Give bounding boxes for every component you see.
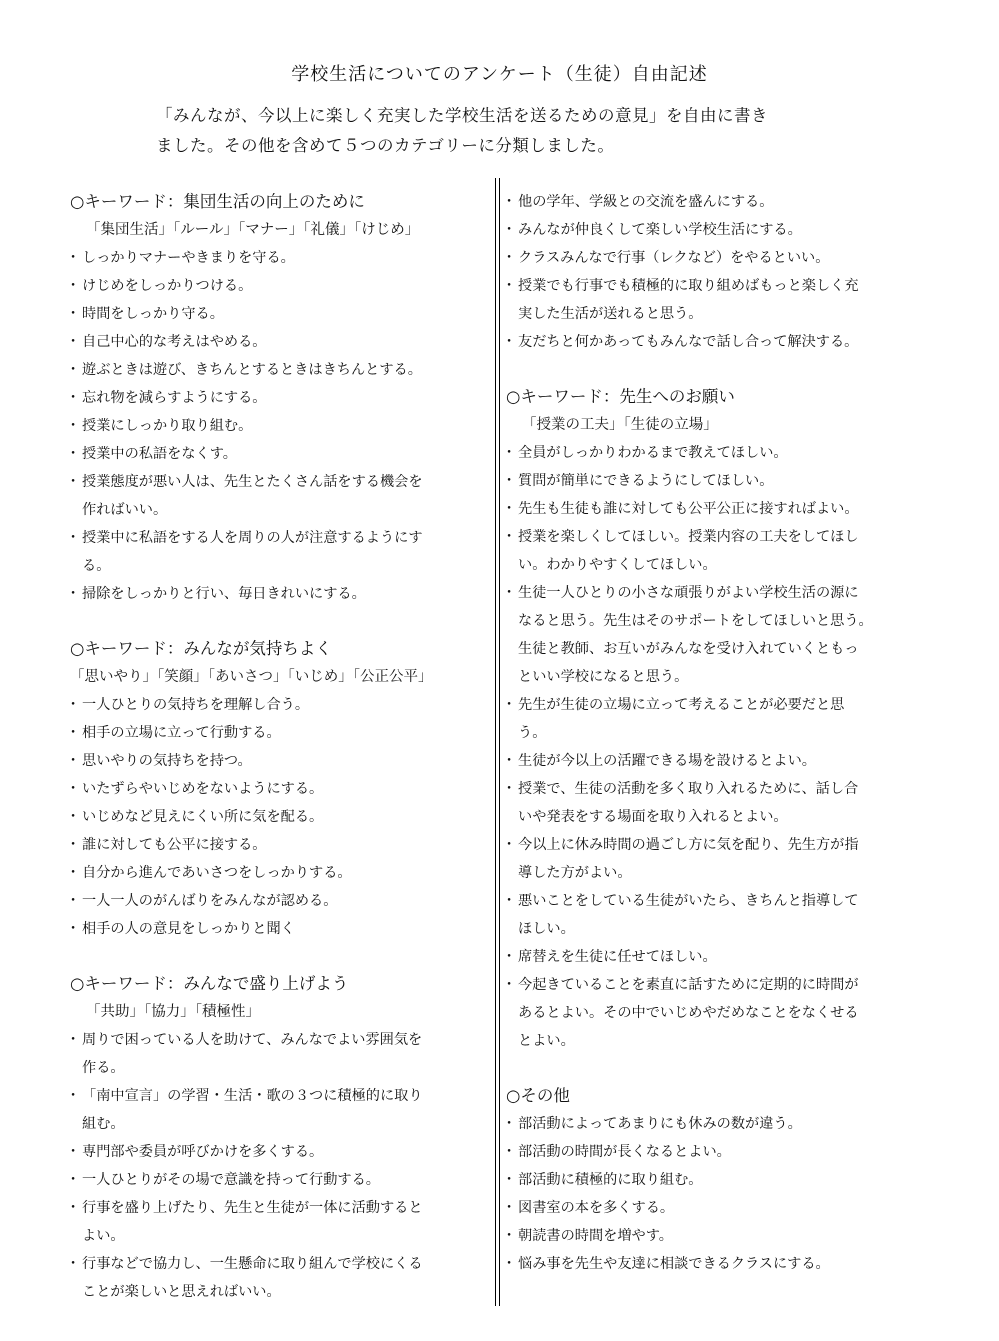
list-item: ・ 自分から進んであいさつをしっかりする。 bbox=[70, 859, 490, 887]
item-list bbox=[70, 1026, 490, 1306]
list-item: ・ 他の学年、学級との交流を盛んにする。 bbox=[506, 188, 931, 216]
list-item: ・ 質問が簡単にできるようにしてほしい。 bbox=[506, 467, 931, 495]
document-title: 学校生活についてのアンケート（生徒）自由記述 bbox=[291, 64, 708, 85]
list-item: ・ 授業中の私語をなくす。 bbox=[70, 440, 490, 468]
section-heading: ○その他 bbox=[506, 1086, 570, 1105]
list-item: ・ しっかりマナーやきまりを守る。 bbox=[70, 244, 490, 272]
list-item: ・ 友だちと何かあってもみんなで話し合って解決する。 bbox=[506, 328, 931, 356]
list-item: ・ 思いやりの気持ちを持つ。 bbox=[70, 747, 490, 775]
list-item: ・ 今起きていることを素直に話すために定期的に時間が あるとよい。その中でいじめやだめなことをなくせる とよい。 bbox=[506, 971, 931, 1055]
list-item: ・ いじめなど見えにくい所に気を配る。 bbox=[70, 803, 490, 831]
list-item: ・ クラスみんなで行事（レクなど）をやるといい。 bbox=[506, 244, 931, 272]
list-item: ・ 「南中宣言」の学習・生活・歌の３つに積極的に取り 組む。 bbox=[70, 1082, 490, 1138]
section-keywords: 「集団生活」「ルール」「マナー」「礼儀」「けじめ」 bbox=[86, 222, 420, 238]
list-item: ・ 誰に対しても公平に接する。 bbox=[70, 831, 490, 859]
list-item: ・ 授業を楽しくしてほしい。授業内容の工夫をしてほし い。わかりやすくしてほしい。 bbox=[506, 523, 931, 579]
list-item: ・ 相手の立場に立って行動する。 bbox=[70, 719, 490, 747]
section-heading: ○キーワード：先生へのお願い bbox=[506, 387, 735, 406]
left-column bbox=[70, 188, 490, 1333]
item-list bbox=[506, 439, 931, 1055]
list-item: ・ 朝読書の時間を増やす。 bbox=[506, 1222, 931, 1250]
section-feel-good bbox=[70, 635, 490, 943]
list-item: ・ 遊ぶときは遊び、きちんとするときはきちんとする。 bbox=[70, 356, 490, 384]
item-list bbox=[70, 691, 490, 943]
list-item: ・ 専門部や委員が呼びかけを多くする。 bbox=[70, 1138, 490, 1166]
list-item: ・ 自己中心的な考えはやめる。 bbox=[70, 328, 490, 356]
list-item: ・ 部活動によってあまりにも休みの数が違う。 bbox=[506, 1110, 931, 1138]
list-item: ・ 生徒が今以上の活躍できる場を設けるとよい。 bbox=[506, 747, 931, 775]
list-item: ・ 相手の人の意見をしっかりと聞く bbox=[70, 915, 490, 943]
column-divider-line-2 bbox=[499, 178, 500, 1306]
list-item: ・ 先生も生徒も誰に対しても公平公正に接すればよい。 bbox=[506, 495, 931, 523]
list-item: ・ 掃除をしっかりと行い、毎日きれいにする。 bbox=[70, 580, 490, 608]
list-item: ・ 行事を盛り上げたり、先生と生徒が一体に活動すると よい。 bbox=[70, 1194, 490, 1250]
list-item: ・ 図書室の本を多くする。 bbox=[506, 1194, 931, 1222]
section-keywords: 「共助」「協力」「積極性」 bbox=[86, 1004, 260, 1020]
list-item: ・ 授業にしっかり取り組む。 bbox=[70, 412, 490, 440]
section-keywords: 「思いやり」「笑顔」「あいさつ」「いじめ」「公正公平」 bbox=[70, 669, 433, 685]
list-item: ・ 忘れ物を減らすようにする。 bbox=[70, 384, 490, 412]
list-item: ・ 生徒一人ひとりの小さな頑張りがよい学校生活の源に なると思う。先生はそのサポートをしてほしいと思う。 生徒と教師、お互いがみんなを受け入れていくともっ といい学校になると思う。 bbox=[506, 579, 931, 691]
list-item: ・ けじめをしっかりつける。 bbox=[70, 272, 490, 300]
list-item: ・ 授業でも行事でも積極的に取り組めばもっと楽しく充 実した生活が送れると思う。 bbox=[506, 272, 931, 328]
section-heading: ○キーワード：集団生活の向上のために bbox=[70, 192, 365, 211]
item-list bbox=[506, 1110, 931, 1278]
section-liven-up bbox=[70, 970, 490, 1306]
list-item: ・ 行事などで協力し、一生懸命に取り組んで学校にくる ことが楽しいと思えればいい。 bbox=[70, 1250, 490, 1306]
list-item: ・ 今以上に休み時間の過ごし方に気を配り、先生方が指 導した方がよい。 bbox=[506, 831, 931, 887]
list-item: ・ 一人ひとりがその場で意識を持って行動する。 bbox=[70, 1166, 490, 1194]
item-list bbox=[70, 244, 490, 608]
list-item: ・ 一人ひとりの気持ちを理解し合う。 bbox=[70, 691, 490, 719]
section-group-life bbox=[70, 188, 490, 608]
list-item: ・ 授業中に私語をする人を周りの人が注意するようにす る。 bbox=[70, 524, 490, 580]
list-item: ・ 悩み事を先生や友達に相談できるクラスにする。 bbox=[506, 1250, 931, 1278]
section-heading: ○キーワード：みんなで盛り上げよう bbox=[70, 974, 349, 993]
list-item: ・ 先生が生徒の立場に立って考えることが必要だと思 う。 bbox=[506, 691, 931, 747]
section-requests-to-teachers bbox=[506, 383, 931, 1055]
list-item: ・ 部活動に積極的に取り組む。 bbox=[506, 1166, 931, 1194]
list-item: ・ 授業で、生徒の活動を多く取り入れるために、話し合 いや発表をする場面を取り入れるとよい。 bbox=[506, 775, 931, 831]
column-divider-line-1 bbox=[495, 178, 496, 1306]
section-heading: ○キーワード：みんなが気持ちよく bbox=[70, 639, 332, 658]
section-keywords: 「授業の工夫」「生徒の立場」 bbox=[522, 417, 718, 433]
list-item: ・ 授業態度が悪い人は、先生とたくさん話をする機会を 作ればいい。 bbox=[70, 468, 490, 524]
list-item: ・ 一人一人のがんばりをみんなが認める。 bbox=[70, 887, 490, 915]
list-item: ・ 悪いことをしている生徒がいたら、きちんと指導して ほしい。 bbox=[506, 887, 931, 943]
list-item: ・ みんなが仲良くして楽しい学校生活にする。 bbox=[506, 216, 931, 244]
section-other bbox=[506, 1082, 931, 1278]
intro-paragraph: 「みんなが、今以上に楽しく充実した学校生活を送るための意見」を自由に書き ました。その他を含めて５つのカテゴリーに分類しました。 bbox=[156, 106, 768, 155]
item-list bbox=[506, 188, 931, 356]
list-item: ・ 席替えを生徒に任せてほしい。 bbox=[506, 943, 931, 971]
list-item: ・ 部活動の時間が長くなるとよい。 bbox=[506, 1138, 931, 1166]
list-item: ・ 時間をしっかり守る。 bbox=[70, 300, 490, 328]
section-continued bbox=[506, 188, 931, 356]
list-item: ・ 周りで困っている人を助けて、みんなでよい雰囲気を 作る。 bbox=[70, 1026, 490, 1082]
right-column bbox=[506, 188, 931, 1305]
list-item: ・ いたずらやいじめをないようにする。 bbox=[70, 775, 490, 803]
list-item: ・ 全員がしっかりわかるまで教えてほしい。 bbox=[506, 439, 931, 467]
